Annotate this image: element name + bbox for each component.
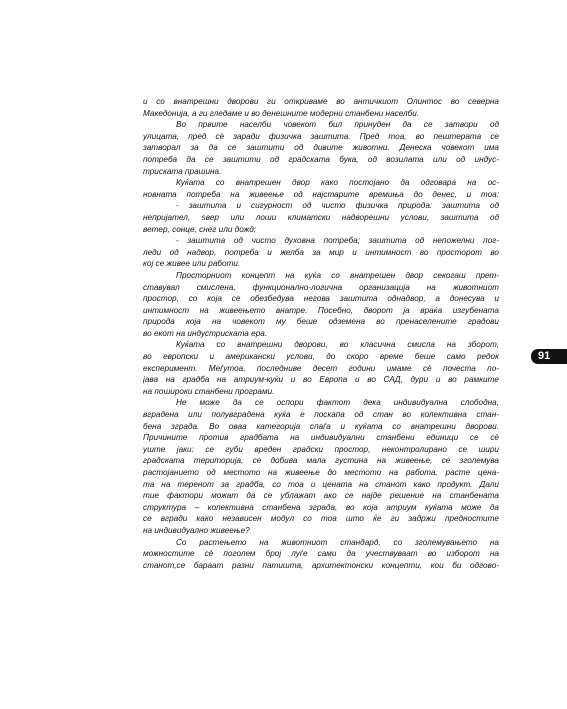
body-text bbox=[143, 96, 499, 571]
text-line: триската прашина. bbox=[143, 166, 222, 176]
text-line: можностите сè поголем број луѓе сами да учествуваат во изборот на bbox=[143, 549, 499, 559]
text-line: градската територија, се добива мала густина на живеење, се зголемува bbox=[143, 456, 499, 466]
text-line: Причините против градбата на индивидуални станбени единици се сè bbox=[143, 433, 499, 443]
text-line: во екот на индустриската ера. bbox=[143, 328, 268, 338]
text-line: структура – колективна станбена зграда, во која атриум куќата може да bbox=[143, 502, 499, 512]
text-line: - заштита од чисто духовна потреба; заштита од непожелни пог- bbox=[176, 236, 499, 246]
text-line: на индивидуално живеење? bbox=[143, 525, 250, 535]
text-line: Куќата со внатрешен двор како постојано да одговара на ос- bbox=[176, 178, 499, 188]
text-line: кој се живее или работи. bbox=[143, 259, 241, 269]
text-line: Македонија, а ги гледаме и во денешните модерни станбени населби. bbox=[143, 108, 420, 118]
text-line: се вгради како независен модул со тоа што ќе ги задржи предностите bbox=[143, 514, 499, 524]
page-number: 91 bbox=[538, 350, 551, 362]
text-line: уште јаки: се губи вреден градски простор, неконтролирано се шири bbox=[143, 444, 499, 454]
text-line: ветер, сонце, снег или дожд; bbox=[143, 224, 257, 234]
text-line: на пошироки станбени програми. bbox=[143, 386, 275, 396]
text-line: и со внатрешни дворови ги откриваме во античкиот Олинтос во северна bbox=[143, 97, 499, 106]
text-line: интимност на живеењето внатре. Посебно, дворот ја враќа изгубената bbox=[143, 305, 499, 315]
text-line: непријател, ѕвер или лоши климатски надворешни услови, заштита од bbox=[143, 212, 499, 222]
text-line: експеримент. Меѓутоа, последниве десет години имаме сè почеста по- bbox=[143, 363, 499, 373]
text-line: растојанието од местото на живеење до местото на работа, расте цена- bbox=[143, 468, 499, 477]
text-line: станот,се бараат разни патишта, архитектонски концепти, кои би одгово- bbox=[143, 560, 499, 570]
text-line: простор, со која се обезбедува негова заштита однадвор, а донесува и bbox=[143, 294, 499, 304]
text-line: улицата, пред сè заради физичка заштита. Пред тоа, во пештерата се bbox=[143, 131, 499, 141]
text-line: Куќата со внатрешни дворови, во класична смисла на зборот, bbox=[176, 340, 499, 350]
text-line: Не може да се оспори фактот дека индивидуална слободна, bbox=[176, 398, 499, 408]
text-line: вградена или полувградена куќа е поскапа од стан во колективна стан- bbox=[143, 410, 499, 420]
text-line: та на теренот за градба, со тоа и цената на станот како продукт. Дали bbox=[143, 479, 499, 489]
text-line: во европски и американски услови, до скоро време беше само редок bbox=[143, 352, 499, 362]
text-line: Во првите населби човекот бил принуден да се затвори од bbox=[176, 120, 499, 130]
text-line: потреба да се заштити од градската бука, од возилата или од индус- bbox=[143, 154, 499, 164]
text-line: бена зграда. Во оваа категорија спаѓа и куќата со внатрешни дворови. bbox=[143, 421, 499, 431]
text-line: - заштита и сигурност од чисто физичка природа: заштита од bbox=[176, 201, 499, 211]
text-line: Просторниот концепт на куќа со внатрешен двор секогаш прет- bbox=[176, 270, 499, 280]
text-line: ставувал смислена, функционално-логична организација на животниот bbox=[143, 282, 499, 292]
text-line: Со растењето на животниот стандард, со зголемувањето на bbox=[176, 537, 499, 547]
text-line: тие фактори можат да се ублажат ако се најде решение на станбената bbox=[143, 491, 499, 501]
text-line: јава на градба на атриум-куќи и во Европа и во САД, дури и во рамките bbox=[143, 375, 499, 385]
text-line: леди од надвор, потреба и желба за мир и интимност во просторот во bbox=[143, 247, 499, 257]
text-line: новната потреба на живеење од најстарите времиња до денес, и тоа: bbox=[143, 189, 499, 199]
text-line: природа која на човекот му беше одземена во пренаселените градови bbox=[143, 317, 499, 327]
text-line: затворал за да се заштити од дивите животни. Денеска човекот има bbox=[143, 143, 499, 153]
